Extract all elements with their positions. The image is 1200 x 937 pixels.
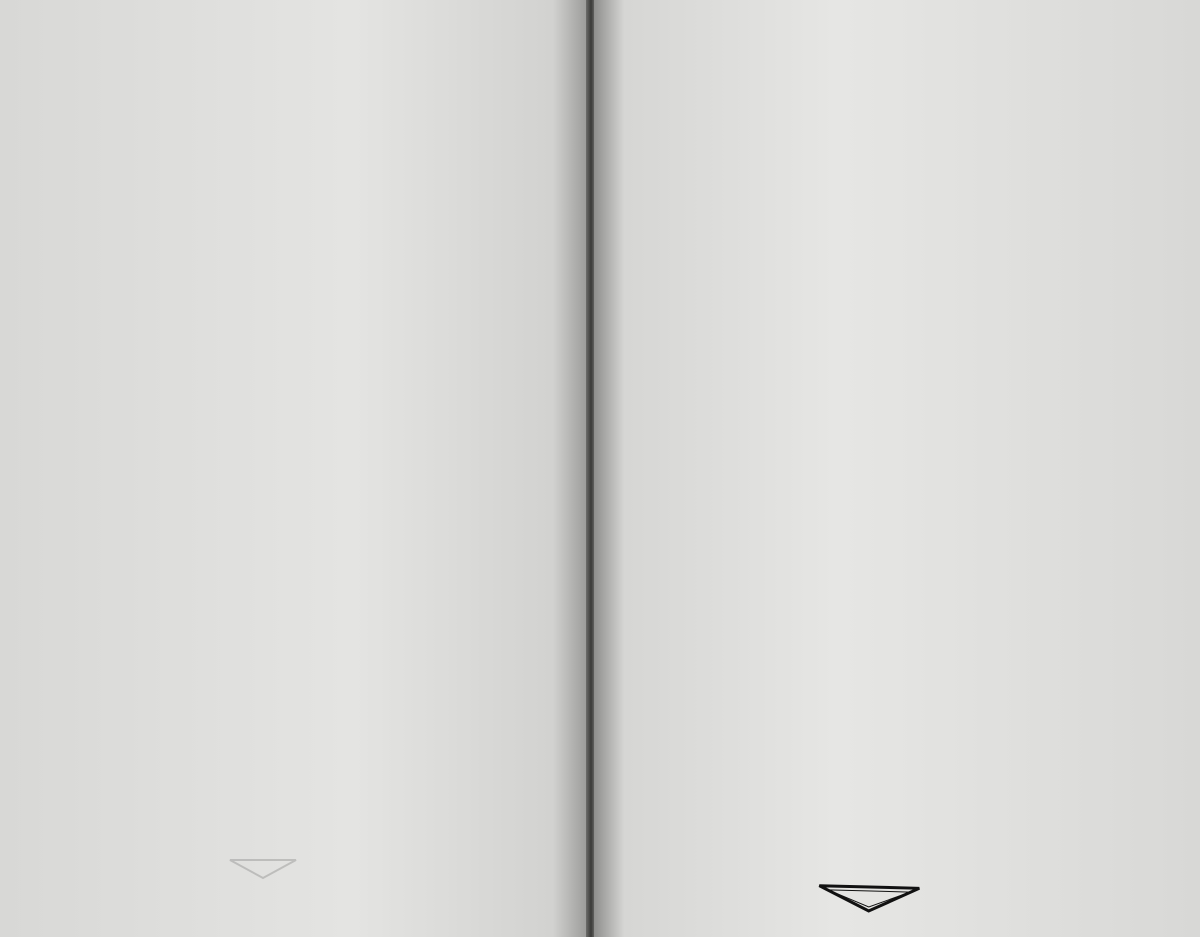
ornament-icon	[228, 858, 298, 880]
abbreviation-group-foreign	[54, 14, 560, 22]
abbreviation-group-russian	[54, 8, 560, 16]
foreign-languages-heading	[54, 14, 560, 22]
left-page	[0, 0, 588, 937]
right-page	[594, 0, 1200, 937]
page-number-ornament-icon	[816, 883, 923, 916]
abbreviation-list	[54, 8, 560, 22]
page-number-badge	[816, 883, 923, 916]
table-of-contents	[624, 128, 1144, 143]
